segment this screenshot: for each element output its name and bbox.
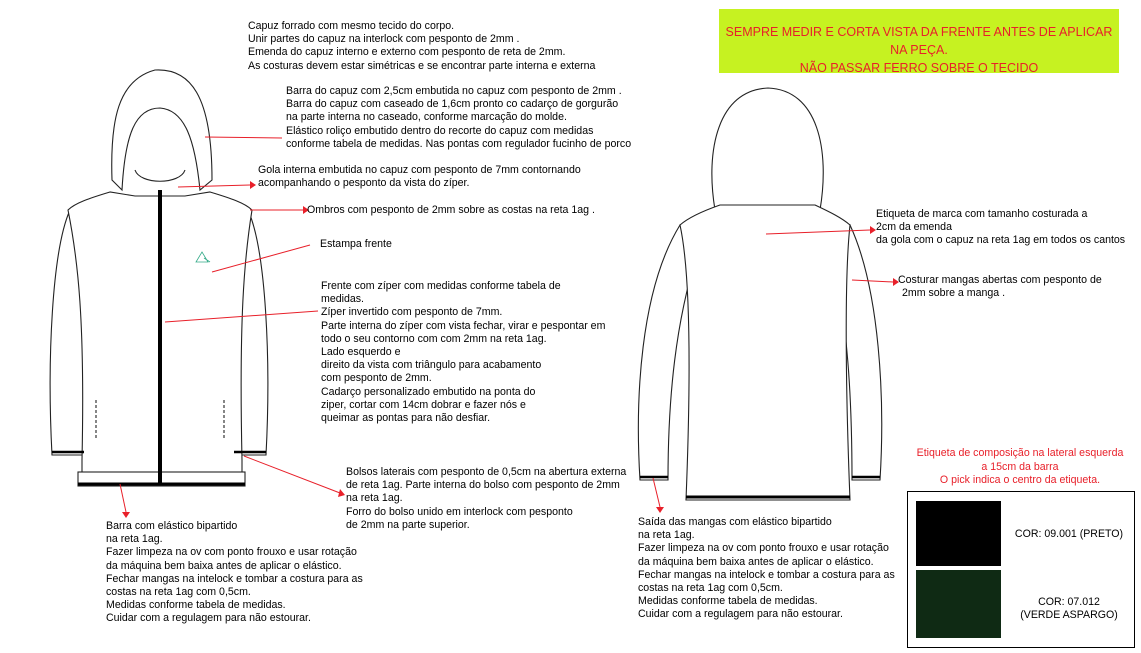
note-sleeves: [898, 274, 1102, 300]
note-line: Bolsos laterais com pesponto de 0,5cm na abertura externa: [346, 466, 627, 478]
note-line: 2mm sobre a manga .: [902, 287, 1006, 300]
note-line: Forro do bolso unido em interlock com pesponto: [346, 505, 573, 518]
warning-line-1: SEMPRE MEDIR E CORTA VISTA DA FRENTE ANTES DE APLICAR NA PEÇA.: [725, 25, 1113, 57]
front-hood: [112, 70, 212, 190]
note-hood: [248, 20, 595, 73]
color-swatch-panel: [907, 491, 1135, 648]
note-line: Barra com elástico bipartido: [106, 520, 238, 532]
note-line: Fazer limpeza na ov com ponto frouxo e usar rotação: [106, 546, 357, 559]
note-line: na reta 1ag.: [346, 492, 403, 505]
note-line: Fechar mangas na intelock e tombar a costura para as: [638, 568, 895, 581]
note-line: Lado esquerdo e: [321, 346, 401, 359]
note-line: medidas.: [321, 293, 364, 306]
note-line: Barra do capuz com 2,5cm embutida no capuz com pesponto de 2mm .: [286, 85, 622, 97]
note-shoulders: [307, 204, 595, 217]
note-line: Parte interna do zíper com vista fechar, virar e pespontar em: [321, 319, 606, 332]
note-pockets: [346, 466, 626, 532]
note-hem: [106, 520, 363, 626]
color-label-green: [1003, 596, 1135, 622]
note-line: Barra do capuz com caseado de 1,6cm pronto co cadarço de gorgurão: [286, 98, 619, 111]
note-line: Etiqueta de composição na lateral esquerda: [916, 447, 1124, 459]
note-line: da máquina bem baixa antes de aplicar o elástico.: [106, 559, 342, 572]
note-zipper: [321, 280, 605, 425]
note-line: com pesponto de 2mm.: [321, 372, 432, 385]
note-line: Costurar mangas abertas com pesponto de: [898, 274, 1102, 286]
note-line: 2cm da emenda: [876, 221, 952, 234]
composition-label-note: [905, 447, 1135, 488]
note-line: na reta 1ag.: [106, 533, 163, 546]
note-line: direito da vista com triângulo para acabamento: [321, 359, 542, 372]
note-cuffs: [638, 516, 895, 622]
note-line: Zíper invertido com pesponto de 7mm.: [321, 306, 503, 319]
color-label-line: (VERDE ASPARGO): [1020, 609, 1118, 621]
note-line: As costuras devem estar simétricas e se encontrar parte interna e externa: [248, 59, 596, 72]
note-line: Etiqueta de marca com tamanho costurada a: [876, 208, 1088, 220]
note-line: Frente com zíper com medidas conforme tabela de: [321, 280, 561, 292]
color-label-black: COR: 09.001 (PRETO): [1014, 528, 1124, 540]
note-line: na reta 1ag.: [638, 529, 695, 542]
note-print: [320, 238, 392, 251]
note-line: Cuidar com a regulagem para não estourar.: [106, 612, 311, 625]
warning-line-2: NÃO PASSAR FERRO SOBRE O TECIDO: [799, 61, 1039, 75]
note-line: Elástico roliço embutido dentro do recorte do capuz com medidas: [286, 124, 594, 137]
note-line: Medidas conforme tabela de medidas.: [106, 599, 286, 612]
note-line: Medidas conforme tabela de medidas.: [638, 595, 818, 608]
note-line: da gola com o capuz na reta 1ag em todos os cantos: [876, 234, 1126, 247]
note-line: na parte interna no caseado, conforme marcação do molde.: [286, 111, 567, 124]
note-line: da máquina bem baixa antes de aplicar o elástico.: [638, 555, 874, 568]
note-line: costas na reta 1ag com 0,5cm.: [106, 586, 251, 599]
note-line: Cuidar com a regulagem para não estourar.: [638, 608, 843, 621]
note-line: a 15cm da barra: [981, 460, 1059, 473]
back-body: [680, 205, 850, 500]
note-line: Fazer limpeza na ov com ponto frouxo e usar rotação: [638, 542, 889, 555]
color-swatch-black: [916, 501, 1001, 566]
front-jacket-drawing: [50, 70, 268, 486]
note-line: ziper, cortar com 14cm dobrar e fazer nós e: [321, 398, 526, 411]
note-line: O pick indica o centro da etiqueta.: [939, 474, 1101, 486]
note-brand-label: [876, 208, 1125, 248]
note-line: Capuz forrado com mesmo tecido do corpo.: [248, 20, 455, 32]
back-jacket-drawing: [638, 88, 881, 500]
color-label-line: COR: 07.012: [1038, 596, 1100, 608]
note-line: Gola interna embutida no capuz com pesponto de 7mm contornando: [258, 164, 581, 176]
note-line: Cadarço personalizado embutido na ponta do: [321, 385, 536, 398]
note-hood-bar: [286, 85, 631, 151]
note-line: todo o seu contorno com com 2mm na reta 1ag.: [321, 332, 547, 345]
color-swatch-green: [916, 570, 1001, 638]
note-line: de reta 1ag. Parte interna do bolso com pesponto de 2mm: [346, 479, 620, 492]
note-line: Estampa frente: [320, 238, 392, 250]
back-hood: [712, 88, 823, 210]
note-line: Fechar mangas na intelock e tombar a costura para as: [106, 572, 363, 585]
note-line: costas na reta 1ag com 0,5cm.: [638, 582, 783, 595]
note-line: conforme tabela de medidas. Nas pontas com regulador fucinho de porco: [286, 137, 632, 150]
note-line: Saída das mangas com elástico bipartido: [638, 516, 832, 528]
note-line: Emenda do capuz interno e externo com pesponto de reta de 2mm.: [248, 46, 566, 59]
note-line: acompanhando o pesponto da vista do zíper.: [258, 177, 470, 190]
warning-banner: [719, 9, 1119, 73]
note-line: Unir partes do capuz na interlock com pesponto de 2mm .: [248, 33, 520, 46]
note-line: queimar as pontas para não desfiar.: [321, 412, 491, 425]
note-line: de 2mm na parte superior.: [346, 518, 470, 531]
note-line: Ombros com pesponto de 2mm sobre as costas na reta 1ag .: [307, 204, 595, 216]
note-collar: [258, 164, 581, 190]
